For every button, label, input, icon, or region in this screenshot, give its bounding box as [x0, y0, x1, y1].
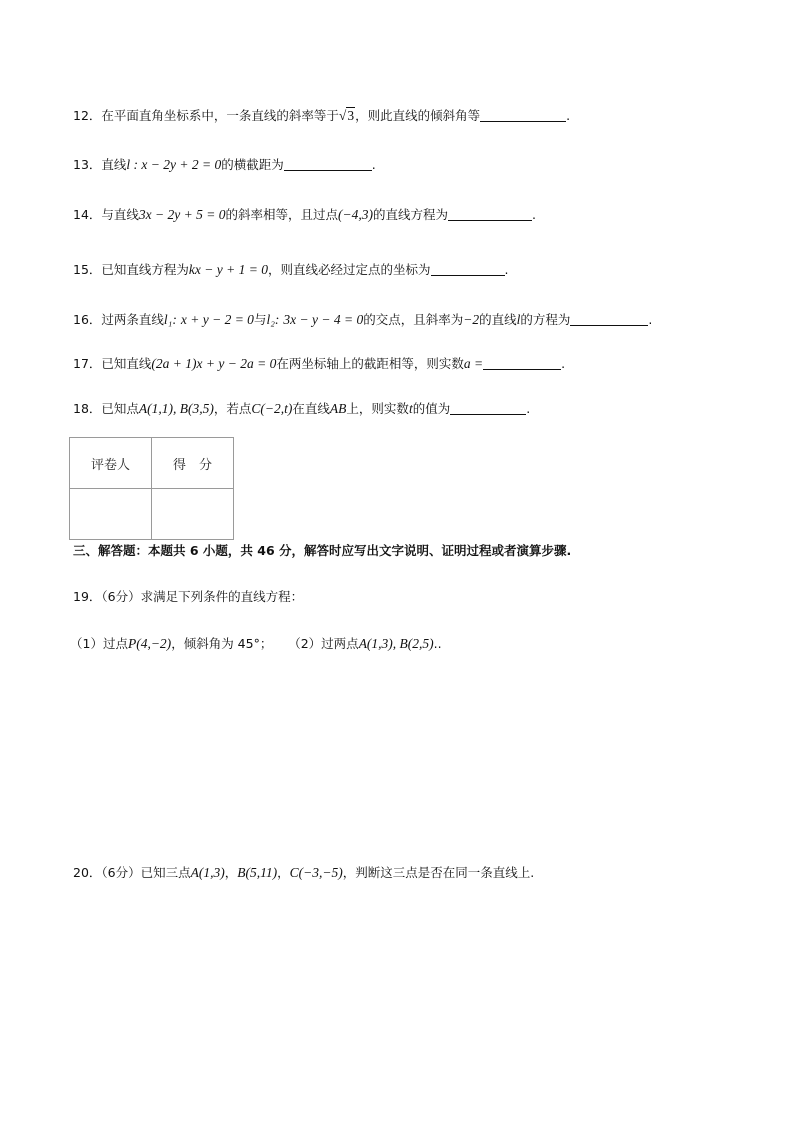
score-table — [69, 437, 234, 540]
answer-blank[interactable] — [431, 263, 505, 276]
sqrt-expression: √3 — [338, 108, 355, 123]
question-17: 17．已知直线(2a + 1)x + y − 2a = 0在两坐标轴上的截距相等，则实数a = . — [73, 356, 566, 371]
grader-header: 评卷人 — [70, 438, 152, 489]
section-heading: 三、解答题：本题共 6 小题，共 46 分，解答时应写出文字说明、证明过程或者演算步骤. — [73, 543, 572, 558]
answer-blank[interactable] — [570, 313, 648, 326]
grader-cell[interactable] — [70, 489, 152, 540]
question-19-parts: （1）过点P(4,−2)，倾斜角为 45°； （2）过两点A(1,3), B(2,5).. — [70, 636, 442, 651]
question-18: 18．已知点A(1,1), B(3,5)，若点C(−2,t)在直线AB上，则实数t的值为 . — [73, 401, 531, 416]
answer-blank[interactable] — [284, 158, 372, 171]
math-expression: x + y − 2 = 0 — [180, 312, 254, 327]
math-expression: kx − y + 1 = 0 — [188, 262, 268, 277]
math-expression: 3x − y − 4 = 0 — [283, 312, 364, 327]
math-expression: B(5,11) — [237, 865, 278, 880]
math-expression: P(4,−2) — [127, 636, 172, 651]
math-expression: 3x − 2y + 5 = 0 — [138, 207, 226, 222]
question-16: 16．过两条直线l₁: x + y − 2 = 0与l₂: 3x − y − 4 = 0的交点，且斜率为−2的直线l的方程为 . — [73, 312, 653, 327]
math-expression: A(1,3), B(2,5) — [358, 636, 434, 651]
math-expression: (2a + 1)x + y − 2a = 0 — [151, 356, 277, 371]
question-20: 20．（6分）已知三点A(1,3)，B(5,11)，C(−3,−5)，判断这三点是否在同一条直线上. — [73, 865, 535, 880]
question-19-title: 19．（6分）求满足下列条件的直线方程： — [73, 589, 304, 604]
question-13: 13．直线l : x − 2y + 2 = 0的横截距为 . — [73, 157, 376, 172]
math-expression: A(1,3) — [190, 865, 225, 880]
score-header: 得 分 — [152, 438, 234, 489]
math-expression: (−4,3) — [338, 207, 373, 222]
question-14: 14．与直线3x − 2y + 5 = 0的斜率相等，且过点(−4,3)的直线方程为 . — [73, 207, 536, 222]
math-expression: C(−3,−5) — [289, 865, 343, 880]
answer-blank[interactable] — [448, 208, 532, 221]
question-text: 在平面直角坐标系中，一条直线的斜率等于 — [101, 108, 339, 123]
question-number: 12． — [73, 108, 102, 123]
score-cell[interactable] — [152, 489, 234, 540]
math-expression: A(1,1), B(3,5) — [138, 401, 214, 416]
question-12: 12．在平面直角坐标系中，一条直线的斜率等于√3，则此直线的倾斜角等 . — [73, 108, 571, 123]
answer-blank[interactable] — [450, 402, 526, 415]
question-15: 15．已知直线方程为kx − y + 1 = 0，则直线必经过定点的坐标为 . — [73, 262, 509, 277]
math-expression: l : x − 2y + 2 = 0 — [126, 157, 222, 172]
answer-blank[interactable] — [483, 357, 561, 370]
answer-blank[interactable] — [480, 109, 566, 122]
